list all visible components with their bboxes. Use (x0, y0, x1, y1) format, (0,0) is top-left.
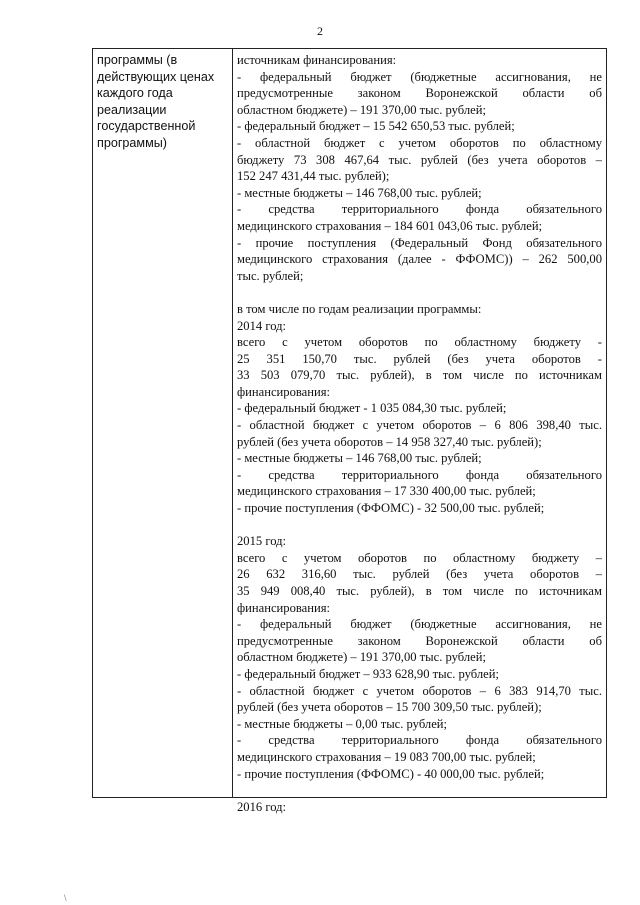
text-line: - прочие поступления (Федеральный Фонд обязательного (237, 235, 602, 250)
text-line: финансирования: (237, 600, 331, 615)
text-line: рублей (без учета оборотов – 15 700 309,50 тыс. рублей); (237, 700, 542, 715)
text-line: 25 351 150,70 тыс. рублей (без учета оборотов - (237, 351, 602, 366)
text-line: - федеральный бюджет – 933 628,90 тыс. рублей; (237, 666, 499, 681)
text-line: - федеральный бюджет - 1 035 084,30 тыс. рублей; (237, 401, 507, 416)
text-line: - федеральный бюджет (бюджетные ассигнования, не (237, 617, 602, 632)
text-line: - средства территориального фонда обязательного (237, 467, 602, 482)
text-line: - областной бюджет с учетом оборотов – 6 383 914,70 тыс. (237, 683, 602, 698)
text-line: 2014 год: (237, 318, 287, 333)
left-column-line: программы) (97, 135, 167, 150)
blank-line (237, 284, 602, 301)
text-line: 152 247 431,44 тыс. рублей); (237, 169, 390, 184)
text-line: всего с учетом оборотов по областному бюджету - (237, 335, 602, 350)
text-line: финансирования: (237, 384, 331, 399)
text-line: предусмотренные законом Воронежской области об (237, 633, 602, 648)
left-column-line: программы (в (97, 53, 178, 67)
table-right-column (233, 49, 606, 814)
text-line: - средства территориального фонда обязательного (237, 202, 602, 217)
text-line: источникам финансирования: (237, 53, 397, 67)
page-number: 2 (317, 24, 323, 38)
text-line: 35 949 008,40 тыс. рублей), в том числе по источникам (237, 584, 602, 598)
text-line: - местные бюджеты – 146 768,00 тыс. рублей; (237, 185, 482, 200)
text-line: 2015 год: (237, 534, 287, 549)
text-line: - областной бюджет с учетом оборотов – 6 806 398,40 тыс. (237, 418, 602, 433)
text-line: всего с учетом оборотов по областному бюджету – (237, 550, 602, 565)
scan-mark: \ (64, 893, 67, 903)
text-line: медицинского страхования – 19 083 700,00 тыс. рублей; (237, 749, 536, 764)
text-line: - местные бюджеты – 0,00 тыс. рублей; (237, 716, 448, 731)
text-line: - прочие поступления (ФФОМС) - 40 000,00 тыс. рублей; (237, 766, 545, 781)
text-line: медицинского страхования (далее - ФФОМС)) – 262 500,00 (237, 252, 602, 267)
text-line: медицинского страхования – 184 601 043,06 тыс. рублей; (237, 218, 543, 233)
text-line: предусмотренные законом Воронежской области об (237, 86, 602, 101)
text-line: - федеральный бюджет – 15 542 650,53 тыс. рублей; (237, 119, 515, 134)
left-column-line: каждого года (97, 86, 173, 101)
text-line: медицинского страхования – 17 330 400,00 тыс. рублей; (237, 484, 536, 499)
text-line: в том числе по годам реализации программы: (237, 301, 482, 316)
blank-line (237, 517, 602, 534)
text-line: - средства территориального фонда обязательного (237, 733, 602, 748)
text-line: - прочие поступления (ФФОМС) - 32 500,00 тыс. рублей; (237, 501, 545, 516)
text-line: 33 503 079,70 тыс. рублей), в том числе по источникам (237, 368, 602, 383)
text-line: областном бюджете) – 191 370,00 тыс. рублей; (237, 102, 487, 117)
text-line: - местные бюджеты – 146 768,00 тыс. рублей; (237, 451, 482, 466)
left-column-line: реализации (97, 102, 167, 117)
blank-line (237, 782, 602, 799)
text-line: - областной бюджет с учетом оборотов по областному (237, 135, 602, 150)
left-column-line: государственной (97, 119, 196, 134)
text-line: тыс. рублей; (237, 268, 304, 283)
text-line: - федеральный бюджет (бюджетные ассигнования, не (237, 69, 602, 84)
text-line: бюджету 73 308 467,64 тыс. рублей (без учета оборотов – (237, 152, 602, 167)
financing-table (92, 48, 607, 814)
left-column-line: действующих ценах (97, 69, 215, 84)
text-line: рублей (без учета оборотов – 14 958 327,40 тыс. рублей); (237, 434, 542, 449)
table-left-column (93, 49, 233, 797)
text-line: 2016 год: (237, 799, 287, 814)
text-line: 26 632 316,60 тыс. рублей (без учета оборотов – (237, 567, 602, 582)
text-line: областном бюджете) – 191 370,00 тыс. рублей; (237, 650, 487, 665)
